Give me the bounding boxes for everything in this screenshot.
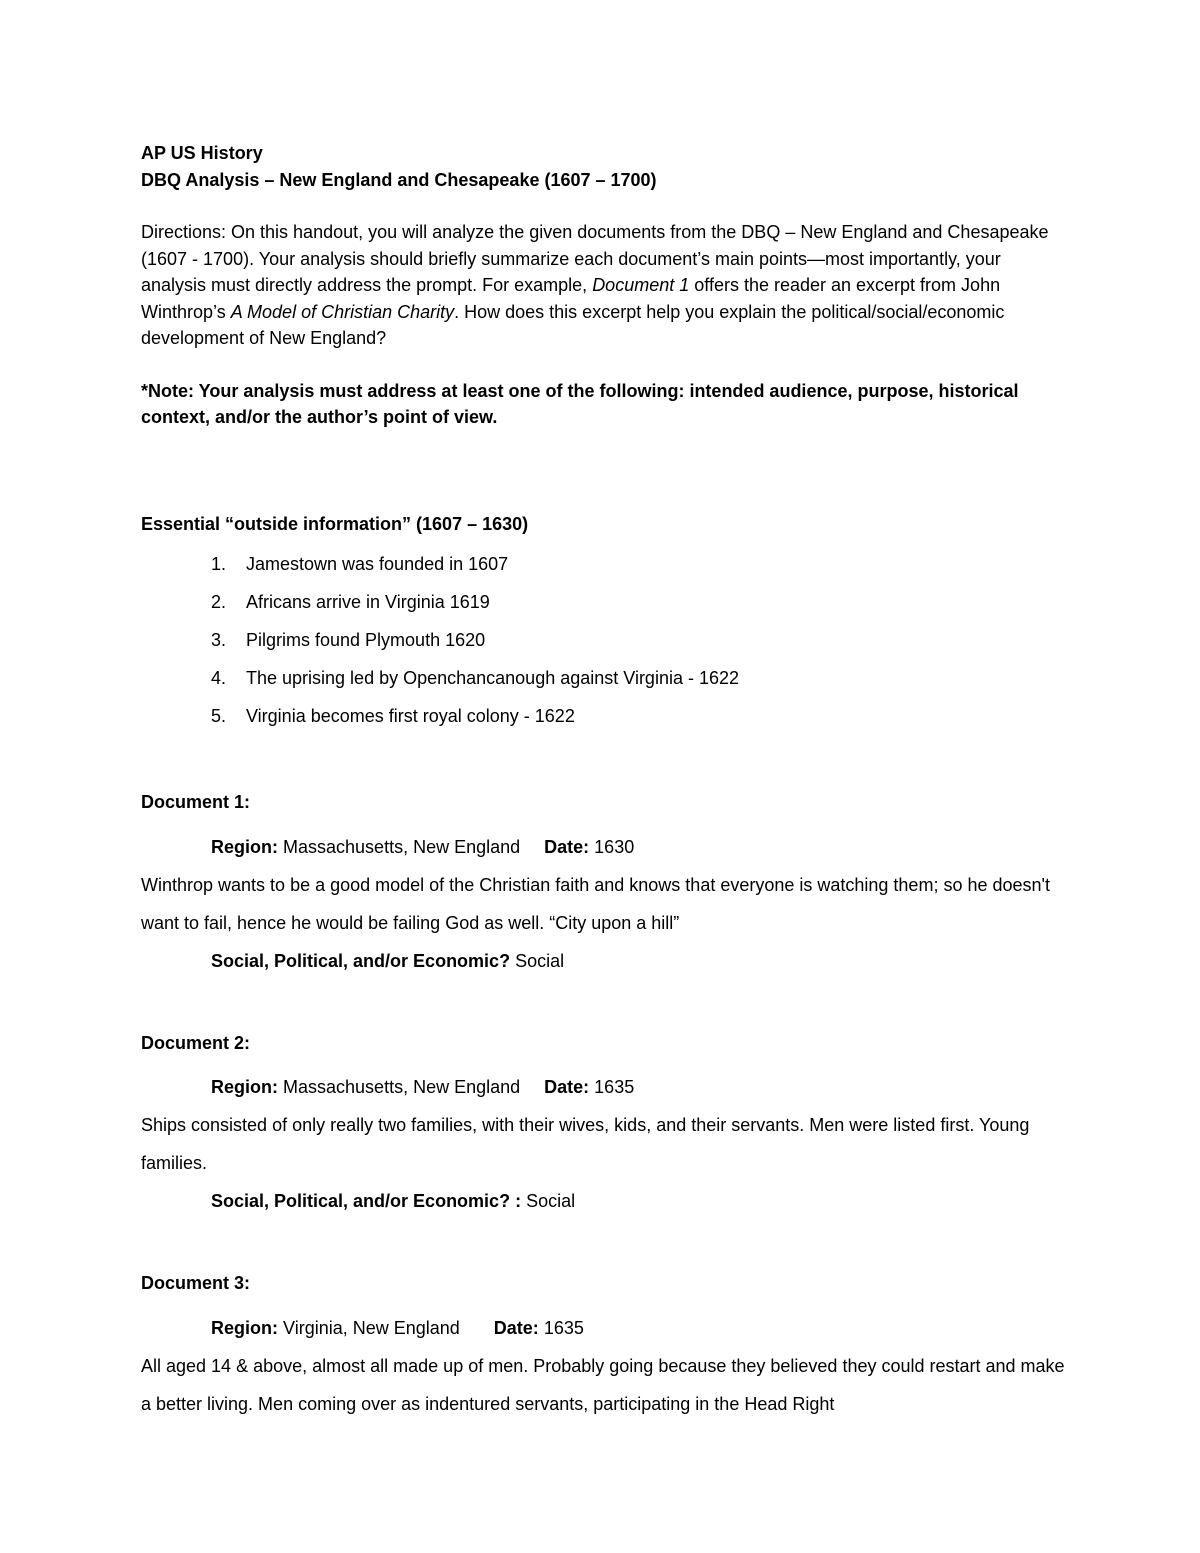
list-item-text: Pilgrims found Plymouth 1620 [246, 630, 486, 650]
region-label: Region: [211, 836, 278, 857]
list-item-number: 2. [211, 592, 227, 612]
date-label: Date: [544, 836, 590, 857]
list-item-text: Virginia becomes first royal colony - 1622 [246, 706, 575, 726]
document-1-region: Massachusetts, New England [283, 836, 521, 857]
document-2-heading: Document 2: [141, 1032, 251, 1053]
document-content [141, 140, 1066, 1423]
date-label: Date: [544, 1077, 590, 1097]
list-item [141, 659, 1066, 697]
list-item-text: Jamestown was founded in 1607 [246, 554, 509, 574]
document-3-date: 1635 [543, 1317, 584, 1338]
list-item-number: 3. [211, 630, 227, 650]
category-label: Social, Political, and/or Economic? [211, 950, 511, 971]
region-label: Region: [211, 1077, 278, 1097]
document-1-heading: Document 1: [141, 792, 251, 812]
course-title: AP US History [141, 143, 263, 163]
list-item [141, 621, 1066, 659]
document-2-category [141, 1182, 1066, 1220]
document-3-summary: All aged 14 & above, almost all made up of men. Probably going because they believed they could restart and make a better living. Men coming over as indentured servants, participating in the Head Right [141, 1355, 1065, 1414]
region-label: Region: [211, 1317, 278, 1338]
directions-paragraph [141, 219, 1066, 352]
list-item-number: 1. [211, 554, 227, 574]
date-label: Date: [493, 1317, 539, 1338]
directions-text-3: . How does this excerpt help you explain the political/social/economic development of New England? [141, 301, 1005, 348]
list-item-text: The uprising led by Openchancanough against Virginia - 1622 [246, 668, 740, 688]
document-2-region-line [141, 1068, 1066, 1106]
directions-text-1: Directions: On this handout, you will analyze the given documents from the DBQ – New England and Chesapeake (1607 - 1700). Your analysis should briefly summarize each document’s main points—most importantly, your analysis must directly address the prompt. For example, [141, 222, 1049, 295]
list-item-number: 4. [211, 668, 227, 688]
document-2-date: 1635 [594, 1077, 635, 1097]
handout-title: DBQ Analysis – New England and Chesapeake (1607 – 1700) [141, 169, 657, 190]
document-2-summary: Ships consisted of only really two families, with their wives, kids, and their servants. Men were listed first. Young families. [141, 1115, 1030, 1173]
document-3-heading: Document 3: [141, 1273, 251, 1293]
document-3-region: Virginia, New England [283, 1317, 460, 1338]
category-label: Social, Political, and/or Economic? : [211, 1191, 522, 1211]
directions-book-title: A Model of Christian Charity [230, 301, 455, 322]
document-2-region: Massachusetts, New England [283, 1077, 521, 1097]
essential-list [141, 545, 1066, 735]
document-1-summary: Winthrop wants to be a good model of the Christian faith and knows that everyone is watching them; so he doesn't want to fail, hence he would be failing God as well. “City upon a hill” [141, 874, 1050, 933]
directions-doc-ref: Document 1 [592, 275, 690, 295]
directions-text-2: offers the reader an excerpt from John Winthrop’s [141, 275, 1001, 322]
category-value: Social [521, 1191, 576, 1211]
document-1-category [141, 942, 1066, 980]
note-paragraph: *Note: Your analysis must address at least one of the following: intended audience, purpose, historical context, and/or the author’s point of view. [141, 380, 1019, 427]
list-item [141, 583, 1066, 621]
document-3-region-line [141, 1309, 1066, 1347]
document-1-region-line [141, 828, 1066, 866]
category-value: Social [510, 950, 565, 971]
list-item-number: 5. [211, 706, 227, 726]
list-item [141, 697, 1066, 735]
list-item [141, 545, 1066, 583]
document-1-date: 1630 [594, 836, 635, 857]
essential-heading: Essential “outside information” (1607 – 1630) [141, 513, 529, 534]
list-item-text: Africans arrive in Virginia 1619 [246, 592, 490, 612]
